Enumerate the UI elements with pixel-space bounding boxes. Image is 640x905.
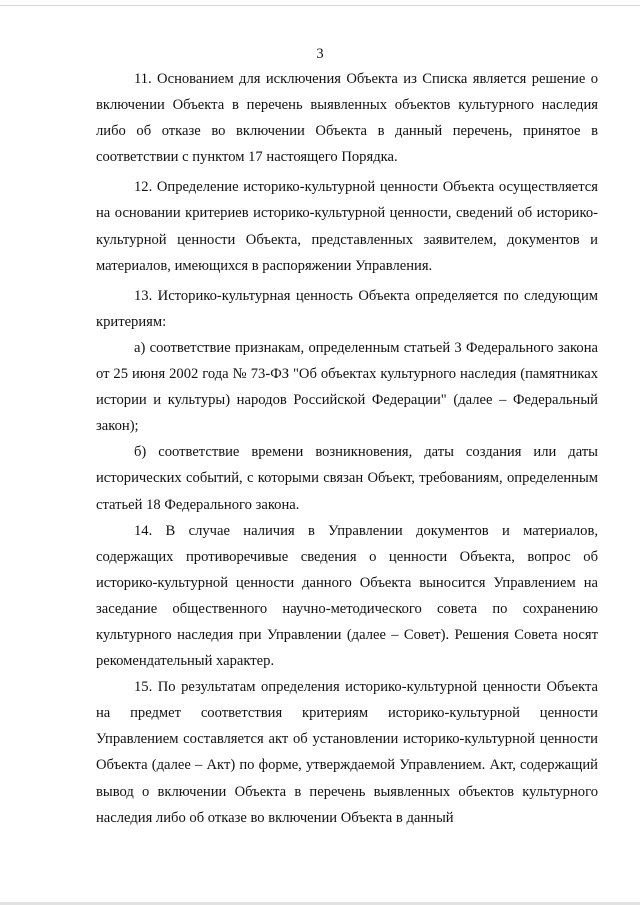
- paragraph-13: 13. Историко-культурная ценность Объекта определяется по следующим критериям:: [96, 287, 598, 330]
- scan-top-edge: [0, 0, 640, 6]
- paragraph-12: 12. Определение историко-культурной ценности Объекта осуществляется на основании критериев историко-культурной ценности, сведений об историко-культурной ценности Объекта, представленных заявителем, документов и материалов, имеющихся в распоряжении Управления.: [96, 179, 598, 274]
- paragraph-13-b: б) соответствие времени возникновения, даты создания или даты исторических событий, с которыми связан Объект, требованиям, определенным статьей 18 Федерального закона.: [96, 444, 598, 513]
- paragraph-15: 15. По результатам определения историко-культурной ценности Объекта на предмет соответствия критериям историко-культурной ценности Управлением составляется акт об установлении историко-культурной ценности Объекта (далее – Акт) по форме, утверждаемой Управлением. Акт, содержащий вывод о включении Объекта в перечень выявленных объектов культурного наследия либо об отказе во включении Объекта в данный: [96, 679, 598, 826]
- paragraph-11: 11. Основанием для исключения Объекта из Списка является решение о включении Объекта в перечень выявленных объектов культурного наследия либо об отказе во включении Объекта в данный перечень, принятое в соответствии с пунктом 17 настоящего Порядка.: [96, 71, 598, 166]
- document-body: [96, 66, 598, 831]
- page-number: 3: [316, 46, 324, 62]
- paragraph-13-a: а) соответствие признакам, определенным статьей 3 Федерального закона от 25 июня 2002 года № 73-ФЗ "Об объектах культурного наследия (памятниках истории и культуры) народов Российской Федерации" (далее – Федеральный закон);: [96, 339, 598, 435]
- paragraph-14: 14. В случае наличия в Управлении документов и материалов, содержащих противоречивые сведения о ценности Объекта, вопрос об историко-культурной ценности данного Объекта выносится Управлением на заседание общественного научно-методического совета по сохранению культурного наследия при Управлении (далее – Совет). Решения Совета носят рекомендательный характер.: [96, 522, 598, 670]
